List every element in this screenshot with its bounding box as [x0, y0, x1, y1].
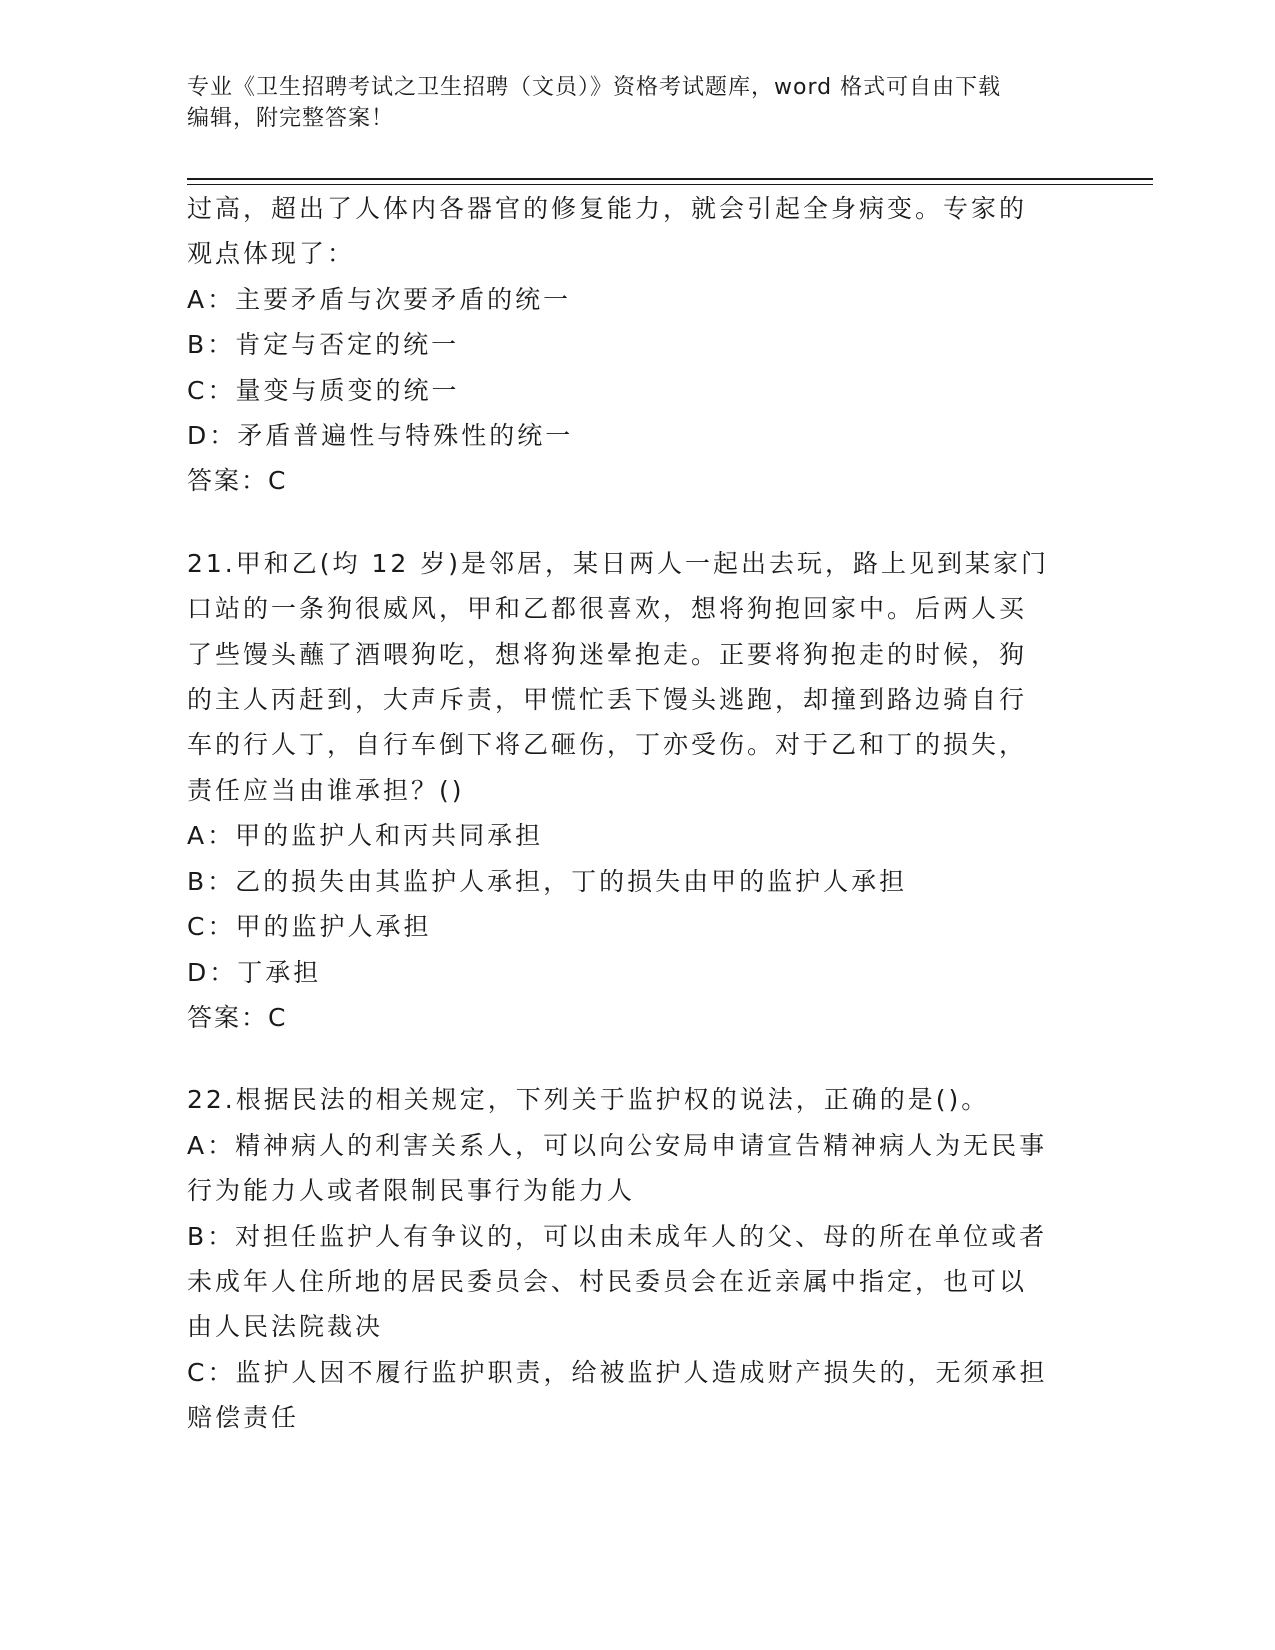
document-header: [187, 72, 1077, 134]
option-c: C：甲的监护人承担: [187, 912, 432, 942]
document-body: [187, 186, 1077, 1441]
option-c-continued: 赔偿责任: [187, 1403, 300, 1433]
question-text-line: 22.根据民法的相关规定，下列关于监护权的说法，正确的是()。: [187, 1085, 990, 1115]
option-b: B：肯定与否定的统一: [187, 330, 460, 360]
question-text-line: 21.甲和乙(均 12 岁)是邻居，某日两人一起出去玩，路上见到某家门: [187, 548, 1049, 578]
option-b-continued: 由人民法院裁决: [187, 1312, 384, 1342]
option-b-continued: 未成年人住所地的居民委员会、村民委员会在近亲属中指定，也可以: [187, 1266, 1028, 1296]
option-d: D：矛盾普遍性与特殊性的统一: [187, 421, 574, 451]
answer-line: [187, 995, 1077, 1040]
answer-label: 答案：: [187, 1002, 269, 1032]
answer-label: 答案：: [187, 466, 269, 496]
answer-line: [187, 458, 1077, 503]
option-a: A：甲的监护人和丙共同承担: [187, 821, 544, 851]
option-a: A：精神病人的利害关系人，可以向公安局申请宣告精神病人为无民事: [187, 1130, 1048, 1160]
answer-value: C: [268, 1002, 288, 1032]
question-text-line: 车的行人丁，自行车倒下将乙砸伤，丁亦受伤。对于乙和丁的损失，: [187, 730, 1028, 760]
question-22: [187, 1077, 1077, 1440]
question-spacer: [187, 504, 1077, 541]
header-line: 专业《卫生招聘考试之卫生招聘（文员）》资格考试题库，word 格式可自由下载: [187, 75, 1002, 100]
option-b: B：乙的损失由其监护人承担，丁的损失由甲的监护人承担: [187, 866, 908, 896]
question-continuation: [187, 186, 1077, 504]
question-text-line: 观点体现了：: [187, 239, 356, 269]
option-c: C：量变与质变的统一: [187, 375, 460, 405]
option-a: A：主要矛盾与次要矛盾的统一: [187, 284, 572, 314]
question-21: [187, 541, 1077, 1040]
option-c: C：监护人因不履行监护职责，给被监护人造成财产损失的，无须承担: [187, 1357, 1048, 1387]
header-divider: [187, 178, 1153, 180]
question-spacer: [187, 1040, 1077, 1077]
question-text-line: 了些馒头蘸了酒喂狗吃，想将狗迷晕抱走。正要将狗抱走的时候，狗: [187, 639, 1028, 669]
header-divider: [187, 184, 1153, 185]
question-text-line: 的主人丙赶到，大声斥责，甲慌忙丢下馒头逃跑，却撞到路边骑自行: [187, 685, 1028, 715]
answer-value: C: [268, 466, 288, 496]
question-text-line: 过高，超出了人体内各器官的修复能力，就会引起全身病变。专家的: [187, 194, 1028, 223]
question-text-line: 口站的一条狗很威风，甲和乙都很喜欢，想将狗抱回家中。后两人买: [187, 594, 1028, 624]
option-d: D：丁承担: [187, 957, 322, 987]
header-line: 编辑，附完整答案！: [187, 106, 395, 131]
option-b: B：对担任监护人有争议的，可以由未成年人的父、母的所在单位或者: [187, 1221, 1048, 1251]
question-text-line: 责任应当由谁承担？(): [187, 775, 465, 805]
option-a-continued: 行为能力人或者限制民事行为能力人: [187, 1176, 636, 1206]
